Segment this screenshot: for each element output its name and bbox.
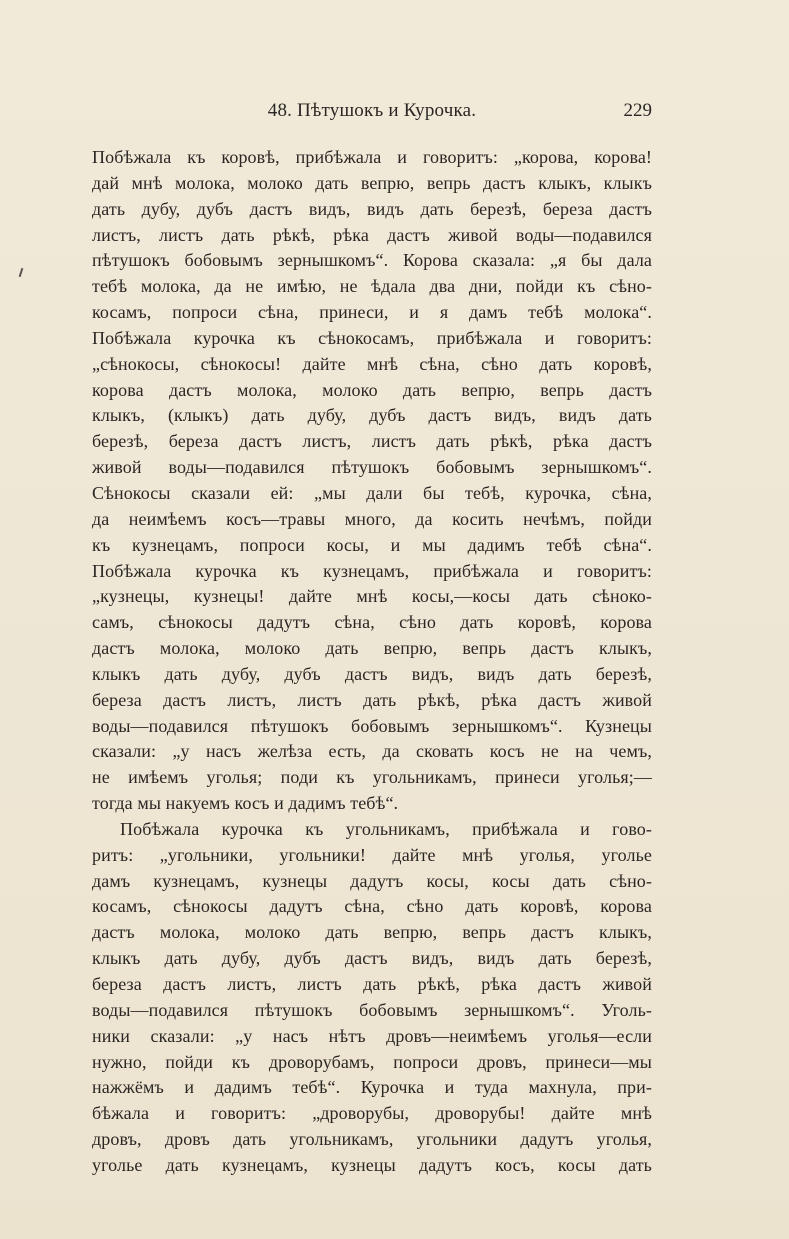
text-line: дровъ, дровъ дать угольникамъ, угольники дадутъ уголья,: [92, 1129, 652, 1150]
text-line: „кузнецы, кузнецы! дайте мнѣ косы,—косы дать сѣноко-: [92, 586, 652, 607]
text-line: березѣ, береза дастъ листъ, листъ дать рѣкѣ, рѣка дастъ: [92, 431, 652, 452]
text-line: тебѣ молока, да не имѣю, не ѣдала два дни, пойди къ сѣно-: [92, 276, 652, 297]
page-number: 229: [623, 100, 652, 121]
text-line: береза дастъ листъ, листъ дать рѣкѣ, рѣка дастъ живой: [92, 974, 652, 994]
text-line: листъ, листъ дать рѣкѣ, рѣка дастъ живой воды—подавился: [92, 224, 652, 245]
text-line: живой воды—подавился пѣтушокъ бобовымъ зернышкомъ“.: [92, 457, 652, 478]
text-line: Побѣжала курочка къ угольникамъ, прибѣжала и гово-: [120, 818, 652, 839]
text-line: самъ, сѣнокосы дадутъ сѣна, сѣно дать коровѣ, корова: [92, 612, 652, 633]
text-line: Побѣжала къ коровѣ, прибѣжала и говоритъ: „корова, корова!: [92, 147, 652, 167]
text-line: дамъ кузнецамъ, кузнецы дадутъ косы, косы дать сѣно-: [92, 870, 652, 891]
text-line: Побѣжала курочка къ сѣнокосамъ, прибѣжала и говоритъ:: [92, 327, 652, 348]
text-line: къ кузнецамъ, попроси косы, и мы дадимъ тебѣ сѣна“.: [92, 534, 652, 555]
text-line: клыкъ дать дубу, дубъ дастъ видъ, видъ дать березѣ,: [92, 663, 652, 684]
text-line: да неимѣемъ косъ—травы много, да косить нечѣмъ, пойди: [92, 508, 652, 529]
text-line: бѣжала и говоритъ: „дроворубы, дроворубы! дайте мнѣ: [92, 1103, 652, 1124]
text-line: дать дубу, дубъ дастъ видъ, видъ дать березѣ, береза дастъ: [92, 198, 652, 219]
text-line: дастъ молока, молоко дать вепрю, вепрь дастъ клыкъ,: [92, 638, 652, 659]
text-line: клыкъ, (клыкъ) дать дубу, дубъ дастъ видъ, видъ дать: [92, 405, 652, 426]
text-line: воды—подавился пѣтушокъ бобовымъ зернышкомъ“. Кузнецы: [92, 715, 652, 736]
text-line: Сѣнокосы сказали ей: „мы дали бы тебѣ, курочка, сѣна,: [92, 482, 652, 503]
text-line: нужно, пойди къ дроворубамъ, попроси дровъ, принеси—мы: [92, 1051, 652, 1072]
text-line: береза дастъ листъ, листъ дать рѣкѣ, рѣка дастъ живой: [92, 689, 652, 710]
text-line: пѣтушокъ бобовымъ зернышкомъ“. Корова сказала: „я бы дала: [92, 250, 652, 271]
text-line: ритъ: „угольники, угольники! дайте мнѣ уголья, уголье: [92, 844, 652, 865]
text-line: ники сказали: „у насъ нѣтъ дровъ—неимѣемъ уголья—если: [92, 1025, 652, 1046]
text-line: нажжёмъ и дадимъ тебѣ“. Курочка и туда махнула, при-: [92, 1077, 652, 1098]
running-header: [92, 100, 652, 128]
margin-mark: [19, 268, 24, 277]
text-line: сказали: „у насъ желѣза есть, да сковать косъ не на чемъ,: [92, 741, 652, 762]
chapter-title: 48. Пѣтушокъ и Курочка.: [267, 100, 477, 121]
text-line: корова дастъ молока, молоко дать вепрю, вепрь дастъ: [92, 379, 652, 400]
text-line: клыкъ дать дубу, дубъ дастъ видъ, видъ дать березѣ,: [92, 948, 652, 969]
text-line: дастъ молока, молоко дать вепрю, вепрь дастъ клыкъ,: [92, 922, 652, 943]
text-line: „сѣнокосы, сѣнокосы! дайте мнѣ сѣна, сѣно дать коровѣ,: [92, 353, 652, 374]
text-line: тогда мы накуемъ косъ и дадимъ тебѣ“.: [92, 793, 399, 814]
body-text: [92, 145, 652, 1179]
text-line: воды—подавился пѣтушокъ бобовымъ зернышкомъ“. Уголь-: [92, 999, 652, 1020]
text-line: дай мнѣ молока, молоко дать вепрю, вепрь дастъ клыкъ, клыкъ: [92, 172, 652, 193]
text-line: косамъ, попроси сѣна, принеси, и я дамъ тебѣ молока“.: [92, 302, 652, 323]
text-line: уголье дать кузнецамъ, кузнецы дадутъ косъ, косы дать: [92, 1154, 652, 1175]
text-line: Побѣжала курочка къ кузнецамъ, прибѣжала и говоритъ:: [92, 560, 652, 581]
text-line: косамъ, сѣнокосы дадутъ сѣна, сѣно дать коровѣ, корова: [92, 896, 652, 917]
text-line: не имѣемъ уголья; поди къ угольникамъ, принеси уголья;—: [92, 767, 652, 788]
